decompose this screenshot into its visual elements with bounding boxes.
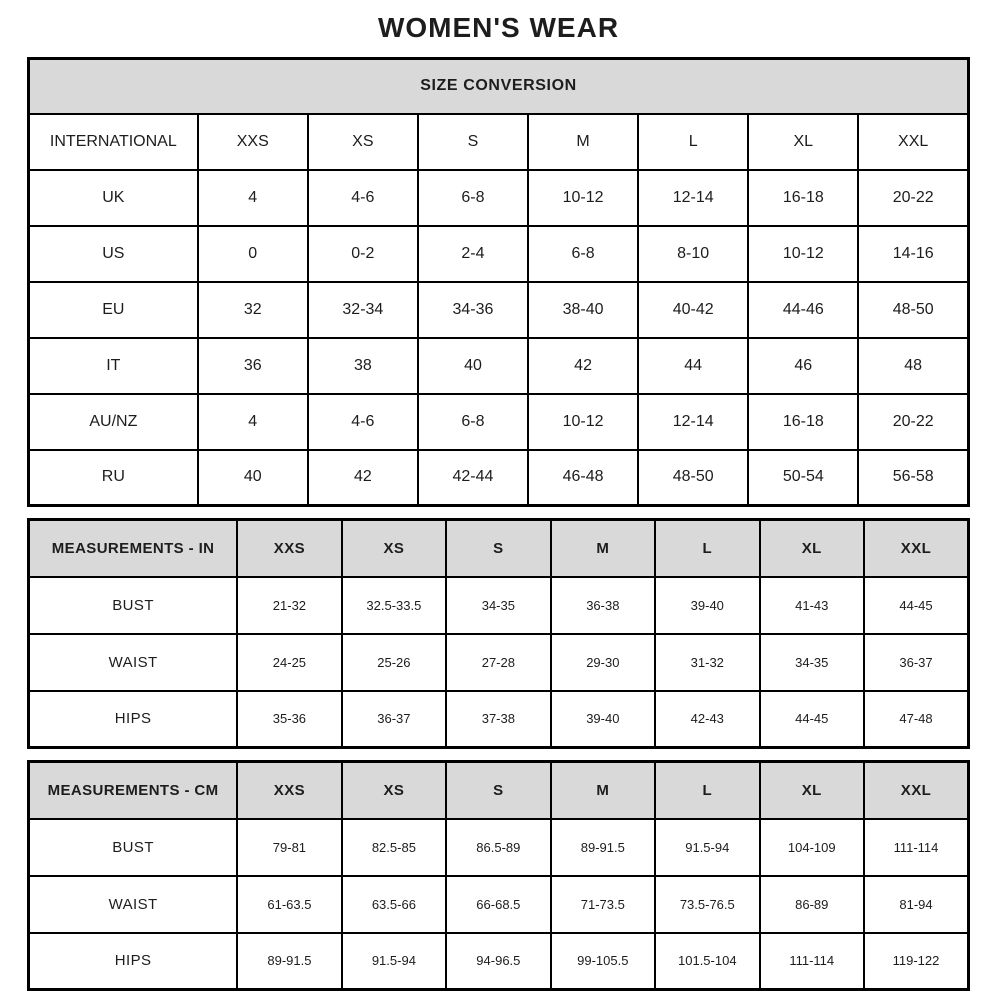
size-value-cell: 0-2	[308, 226, 418, 282]
measurement-value-cell: 99-105.5	[551, 933, 655, 990]
size-value-cell: 8-10	[638, 226, 748, 282]
measurement-value-cell: 29-30	[551, 634, 655, 691]
size-column-header: XS	[342, 520, 446, 577]
measurement-value-cell: 104-109	[760, 819, 864, 876]
measurement-value-cell: 61-63.5	[237, 876, 341, 933]
size-value-cell: 12-14	[638, 394, 748, 450]
measurement-label: WAIST	[29, 876, 238, 933]
size-column-header: L	[655, 762, 759, 819]
measurement-value-cell: 119-122	[864, 933, 969, 990]
international-column-header: INTERNATIONAL	[29, 114, 198, 170]
size-conversion-row	[29, 282, 969, 338]
region-label: RU	[29, 450, 198, 506]
size-value-cell: 10-12	[748, 226, 858, 282]
size-value-cell: 38-40	[528, 282, 638, 338]
measurement-value-cell: 94-96.5	[446, 933, 550, 990]
measurement-value-cell: 36-37	[864, 634, 969, 691]
size-value-cell: 12-14	[638, 170, 748, 226]
size-value-cell: 56-58	[858, 450, 968, 506]
measurement-value-cell: 41-43	[760, 577, 864, 634]
size-column-header: S	[418, 114, 528, 170]
size-column-header: XXS	[237, 520, 341, 577]
size-conversion-header-row	[29, 114, 969, 170]
measurement-value-cell: 79-81	[237, 819, 341, 876]
size-column-header: XL	[760, 520, 864, 577]
size-conversion-row	[29, 338, 969, 394]
size-column-header: XS	[308, 114, 418, 170]
measurement-value-cell: 32.5-33.5	[342, 577, 446, 634]
size-value-cell: 4	[198, 170, 308, 226]
measurement-value-cell: 89-91.5	[551, 819, 655, 876]
size-column-header: L	[638, 114, 748, 170]
size-column-header: S	[446, 762, 550, 819]
measurement-value-cell: 82.5-85	[342, 819, 446, 876]
measurement-value-cell: 31-32	[655, 634, 759, 691]
measurement-value-cell: 44-45	[864, 577, 969, 634]
size-value-cell: 50-54	[748, 450, 858, 506]
size-value-cell: 0	[198, 226, 308, 282]
measurement-value-cell: 44-45	[760, 691, 864, 748]
size-value-cell: 48-50	[638, 450, 748, 506]
measurement-value-cell: 86.5-89	[446, 819, 550, 876]
size-conversion-title: SIZE CONVERSION	[29, 59, 969, 114]
size-value-cell: 32-34	[308, 282, 418, 338]
measurement-value-cell: 34-35	[760, 634, 864, 691]
measurements-cm-header-row	[29, 762, 969, 819]
region-label: EU	[29, 282, 198, 338]
size-column-header: M	[551, 520, 655, 577]
measurement-value-cell: 47-48	[864, 691, 969, 748]
measurements-title: MEASUREMENTS - IN	[29, 520, 238, 577]
page-title: WOMEN'S WEAR	[377, 12, 620, 43]
measurement-value-cell: 42-43	[655, 691, 759, 748]
measurement-value-cell: 21-32	[237, 577, 341, 634]
measurement-value-cell: 111-114	[864, 819, 969, 876]
measurements-cm-table	[27, 760, 970, 991]
size-value-cell: 4-6	[308, 394, 418, 450]
measurement-value-cell: 71-73.5	[551, 876, 655, 933]
size-conversion-title-row	[29, 59, 969, 114]
size-value-cell: 48-50	[858, 282, 968, 338]
measurement-value-cell: 73.5-76.5	[655, 876, 759, 933]
size-column-header: XL	[748, 114, 858, 170]
size-value-cell: 40-42	[638, 282, 748, 338]
measurement-row	[29, 691, 969, 748]
size-value-cell: 4-6	[308, 170, 418, 226]
measurements-title: MEASUREMENTS - CM	[29, 762, 238, 819]
measurement-value-cell: 27-28	[446, 634, 550, 691]
measurement-value-cell: 111-114	[760, 933, 864, 990]
measurement-value-cell: 25-26	[342, 634, 446, 691]
measurement-value-cell: 89-91.5	[237, 933, 341, 990]
size-value-cell: 42	[308, 450, 418, 506]
region-label: UK	[29, 170, 198, 226]
measurement-row	[29, 876, 969, 933]
size-value-cell: 40	[198, 450, 308, 506]
size-value-cell: 6-8	[528, 226, 638, 282]
measurement-value-cell: 36-37	[342, 691, 446, 748]
size-value-cell: 36	[198, 338, 308, 394]
measurement-value-cell: 86-89	[760, 876, 864, 933]
measurement-value-cell: 39-40	[655, 577, 759, 634]
size-value-cell: 14-16	[858, 226, 968, 282]
size-value-cell: 10-12	[528, 394, 638, 450]
size-value-cell: 46	[748, 338, 858, 394]
measurement-row	[29, 634, 969, 691]
size-column-header: XXS	[198, 114, 308, 170]
size-value-cell: 44	[638, 338, 748, 394]
size-column-header: XXS	[237, 762, 341, 819]
size-conversion-row	[29, 450, 969, 506]
size-column-header: XS	[342, 762, 446, 819]
size-value-cell: 34-36	[418, 282, 528, 338]
measurement-value-cell: 39-40	[551, 691, 655, 748]
size-value-cell: 16-18	[748, 170, 858, 226]
measurement-value-cell: 24-25	[237, 634, 341, 691]
region-label: AU/NZ	[29, 394, 198, 450]
size-value-cell: 20-22	[858, 394, 968, 450]
size-value-cell: 4	[198, 394, 308, 450]
size-value-cell: 2-4	[418, 226, 528, 282]
measurement-value-cell: 34-35	[446, 577, 550, 634]
size-column-header: S	[446, 520, 550, 577]
size-value-cell: 6-8	[418, 394, 528, 450]
measurements-in-table	[27, 518, 970, 749]
size-value-cell: 40	[418, 338, 528, 394]
measurement-value-cell: 35-36	[237, 691, 341, 748]
measurement-label: HIPS	[29, 933, 238, 990]
size-column-header: L	[655, 520, 759, 577]
size-conversion-table	[27, 57, 970, 507]
measurement-row	[29, 933, 969, 990]
size-column-header: XL	[760, 762, 864, 819]
size-value-cell: 10-12	[528, 170, 638, 226]
size-value-cell: 32	[198, 282, 308, 338]
size-value-cell: 16-18	[748, 394, 858, 450]
size-value-cell: 42	[528, 338, 638, 394]
size-column-header: M	[528, 114, 638, 170]
size-conversion-row	[29, 226, 969, 282]
size-column-header: M	[551, 762, 655, 819]
size-value-cell: 20-22	[858, 170, 968, 226]
measurement-value-cell: 91.5-94	[655, 819, 759, 876]
size-value-cell: 48	[858, 338, 968, 394]
measurement-value-cell: 101.5-104	[655, 933, 759, 990]
size-column-header: XXL	[864, 762, 969, 819]
measurement-row	[29, 577, 969, 634]
measurement-label: WAIST	[29, 634, 238, 691]
measurement-label: BUST	[29, 819, 238, 876]
measurement-value-cell: 81-94	[864, 876, 969, 933]
size-value-cell: 44-46	[748, 282, 858, 338]
size-conversion-row	[29, 394, 969, 450]
measurement-value-cell: 36-38	[551, 577, 655, 634]
measurement-label: BUST	[29, 577, 238, 634]
size-conversion-row	[29, 170, 969, 226]
measurement-label: HIPS	[29, 691, 238, 748]
region-label: IT	[29, 338, 198, 394]
measurement-row	[29, 819, 969, 876]
size-value-cell: 6-8	[418, 170, 528, 226]
size-column-header: XXL	[864, 520, 969, 577]
size-column-header: XXL	[858, 114, 968, 170]
region-label: US	[29, 226, 198, 282]
size-value-cell: 38	[308, 338, 418, 394]
measurement-value-cell: 37-38	[446, 691, 550, 748]
measurement-value-cell: 63.5-66	[342, 876, 446, 933]
measurement-value-cell: 91.5-94	[342, 933, 446, 990]
measurements-in-header-row	[29, 520, 969, 577]
size-value-cell: 42-44	[418, 450, 528, 506]
size-value-cell: 46-48	[528, 450, 638, 506]
measurement-value-cell: 66-68.5	[446, 876, 550, 933]
